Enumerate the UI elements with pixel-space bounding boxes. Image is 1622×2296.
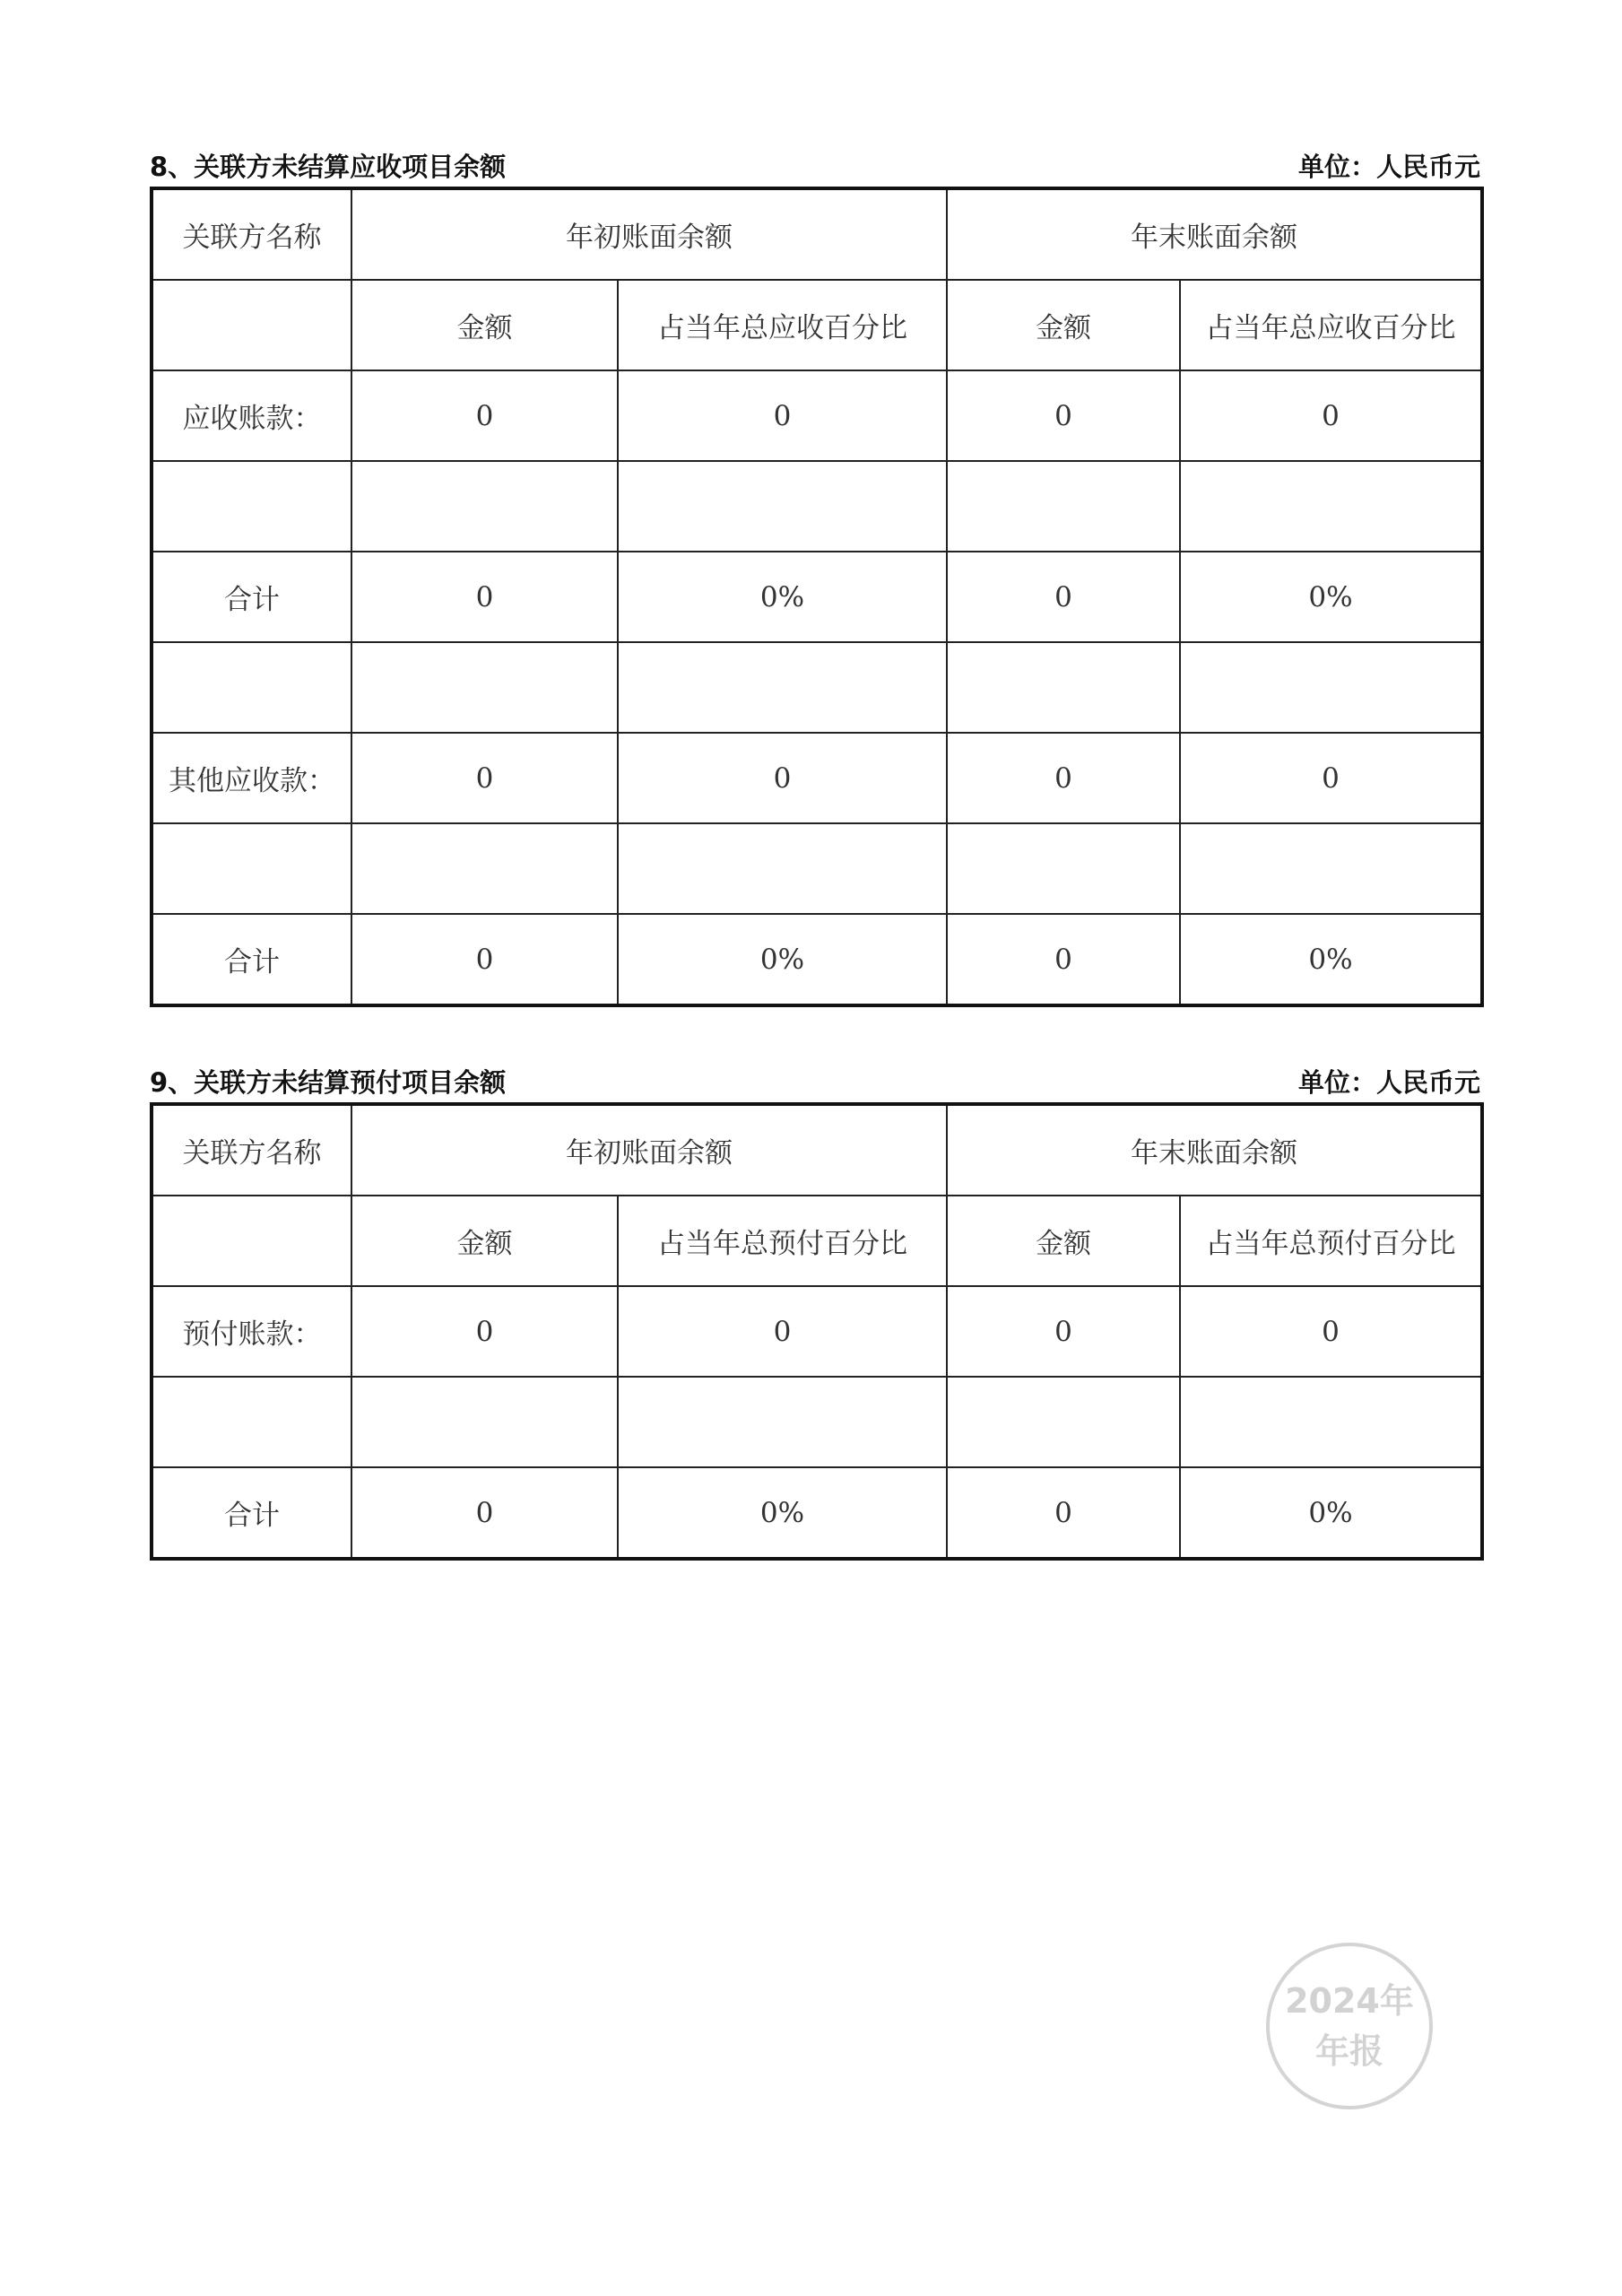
row-name — [152, 642, 351, 733]
amount-end: 0 — [947, 1467, 1180, 1559]
table-row — [152, 1286, 1482, 1377]
row-name: 预付账款： — [152, 1286, 351, 1377]
col-header-end: 年末账面余额 — [947, 188, 1482, 280]
pct-begin: 0% — [618, 1467, 947, 1559]
row-name — [152, 1377, 351, 1467]
subheader-pct-end: 占当年总应收百分比 — [1180, 280, 1482, 370]
table-row — [152, 914, 1482, 1005]
pct-begin: 0% — [618, 914, 947, 1005]
subheader-pct-end: 占当年总预付百分比 — [1180, 1196, 1482, 1286]
table-row — [152, 1467, 1482, 1559]
section-8-title: 8、关联方未结算应收项目余额 — [150, 152, 507, 182]
subheader-blank — [152, 1196, 351, 1286]
table-row — [152, 552, 1482, 642]
pct-end: 0 — [1180, 1286, 1482, 1377]
pct-begin: 0% — [618, 552, 947, 642]
table-row — [152, 823, 1482, 914]
row-name: 合计 — [152, 552, 351, 642]
amount-begin — [351, 823, 618, 914]
pct-end: 0% — [1180, 552, 1482, 642]
receivables-table — [150, 187, 1484, 1007]
table-row — [152, 733, 1482, 823]
amount-begin: 0 — [351, 552, 618, 642]
amount-end: 0 — [947, 914, 1180, 1005]
pct-end: 0% — [1180, 1467, 1482, 1559]
pct-end: 0 — [1180, 370, 1482, 461]
col-header-name: 关联方名称 — [152, 1104, 351, 1196]
pct-end — [1180, 1377, 1482, 1467]
amount-end — [947, 642, 1180, 733]
pct-end — [1180, 642, 1482, 733]
amount-end: 0 — [947, 370, 1180, 461]
amount-end: 0 — [947, 552, 1180, 642]
pct-begin — [618, 461, 947, 552]
col-header-begin: 年初账面余额 — [351, 1104, 947, 1196]
amount-begin: 0 — [351, 733, 618, 823]
pct-end — [1180, 461, 1482, 552]
section-9-header — [150, 1064, 1480, 1100]
subheader-blank — [152, 280, 351, 370]
pct-end: 0 — [1180, 733, 1482, 823]
pct-begin — [618, 1377, 947, 1467]
subheader-amount-end: 金额 — [947, 1196, 1180, 1286]
row-name: 合计 — [152, 1467, 351, 1559]
subheader-row — [152, 280, 1482, 370]
amount-begin: 0 — [351, 370, 618, 461]
amount-end: 0 — [947, 733, 1180, 823]
amount-begin: 0 — [351, 1467, 618, 1559]
row-name — [152, 461, 351, 552]
pct-begin: 0 — [618, 370, 947, 461]
table-row — [152, 370, 1482, 461]
col-header-begin: 年初账面余额 — [351, 188, 947, 280]
amount-begin — [351, 461, 618, 552]
row-name — [152, 823, 351, 914]
header-row — [152, 188, 1482, 280]
row-name: 其他应收款： — [152, 733, 351, 823]
subheader-pct-begin: 占当年总预付百分比 — [618, 1196, 947, 1286]
pct-begin — [618, 642, 947, 733]
subheader-pct-begin: 占当年总应收百分比 — [618, 280, 947, 370]
pct-begin: 0 — [618, 1286, 947, 1377]
annual-report-stamp — [1266, 1943, 1433, 2109]
amount-begin — [351, 1377, 618, 1467]
amount-end: 0 — [947, 1286, 1180, 1377]
subheader-amount-begin: 金额 — [351, 1196, 618, 1286]
pct-end: 0% — [1180, 914, 1482, 1005]
col-header-end: 年末账面余额 — [947, 1104, 1482, 1196]
section-9-title: 9、关联方未结算预付项目余额 — [150, 1067, 507, 1098]
amount-end — [947, 823, 1180, 914]
section-8-unit: 单位：人民币元 — [1297, 152, 1480, 182]
col-header-name: 关联方名称 — [152, 188, 351, 280]
amount-begin — [351, 642, 618, 733]
table-row — [152, 642, 1482, 733]
prepayments-table — [150, 1102, 1484, 1561]
row-name: 合计 — [152, 914, 351, 1005]
amount-end — [947, 461, 1180, 552]
row-name: 应收账款： — [152, 370, 351, 461]
stamp-label: 年报 — [1314, 2031, 1383, 2071]
stamp-year: 2024年 — [1285, 1981, 1414, 2021]
table-row — [152, 461, 1482, 552]
subheader-row — [152, 1196, 1482, 1286]
amount-end — [947, 1377, 1180, 1467]
pct-begin — [618, 823, 947, 914]
table-row — [152, 1377, 1482, 1467]
subheader-amount-begin: 金额 — [351, 280, 618, 370]
amount-begin: 0 — [351, 1286, 618, 1377]
section-8-header — [150, 148, 1480, 184]
section-9-unit: 单位：人民币元 — [1297, 1067, 1480, 1098]
subheader-amount-end: 金额 — [947, 280, 1180, 370]
pct-begin: 0 — [618, 733, 947, 823]
amount-begin: 0 — [351, 914, 618, 1005]
pct-end — [1180, 823, 1482, 914]
header-row — [152, 1104, 1482, 1196]
